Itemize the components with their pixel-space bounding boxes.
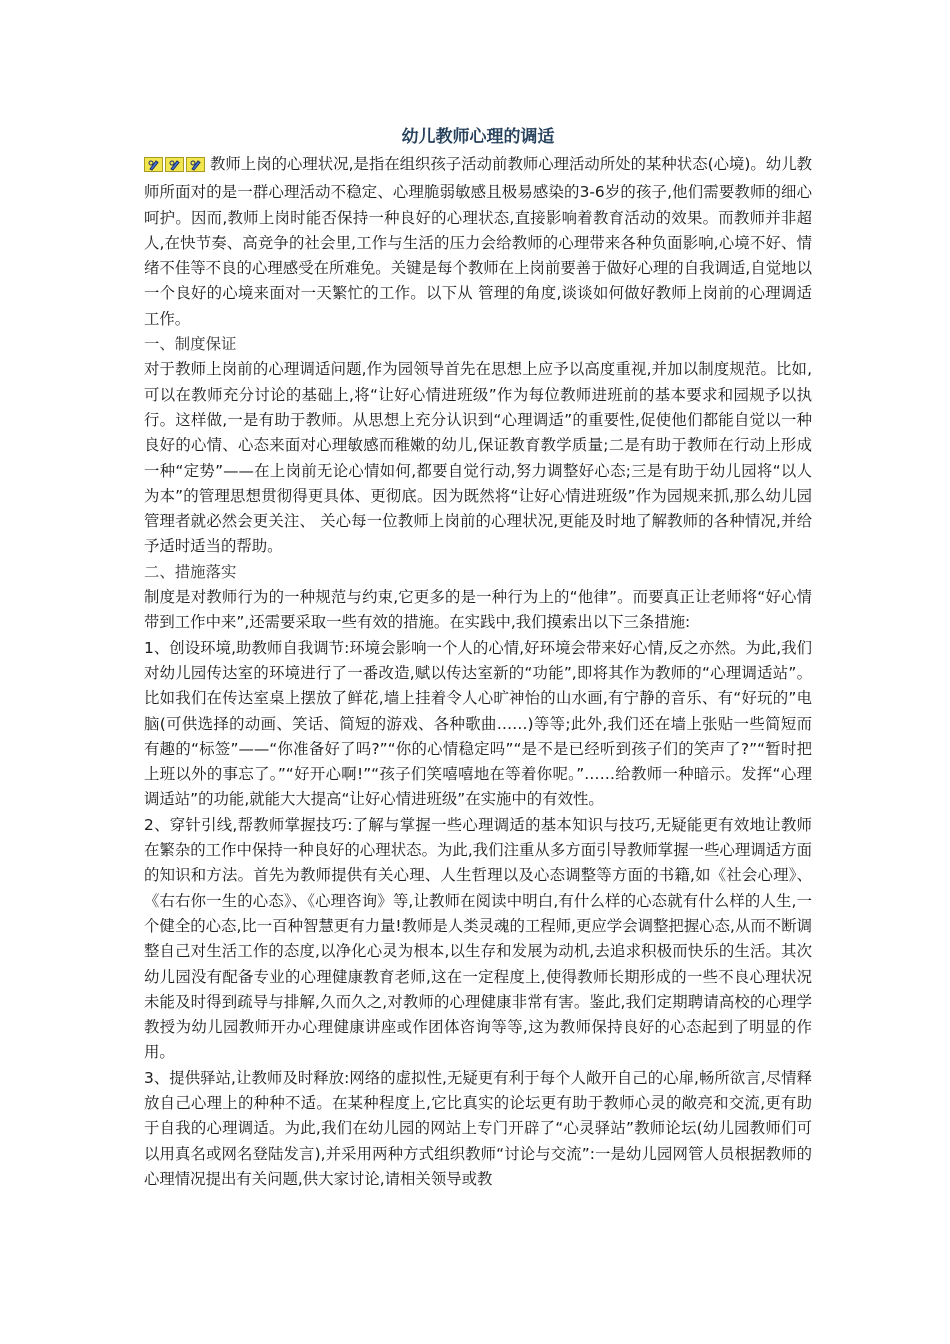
intro-paragraph — [144, 152, 812, 332]
intro-icons — [144, 155, 207, 180]
section-text-system: 对于教师上岗前的心理调适问题,作为园领导首先在思想上应予以高度重视,并加以制度规范。比如,可以在教师充分讨论的基础上,将“让好心情进班级”作为每位教师进班前的基本要求和园规予以执行。这样做,一是有助于教师。从思想上充分认识到“心理调适”的重要性,促使他们都能自觉以一种良好的心情、心态来面对心理敏感而稚嫩的幼儿,保证教育教学质量;二是有助于教师在行动上形成一种“定势”——在上岗前无论心情如何,都要自觉行动,努力调整好心态;三是有助于幼儿园将“以人为本”的管理思想贯彻得更具体、更彻底。因为既然将“让好心情进班级”作为园规来抓,那么幼儿园管理者就必然会更关注、 关心每一位教师上岗前的心理状况,更能及时地了解教师的各种情况,并给予适时适当的帮助。 — [144, 360, 812, 556]
document-page — [144, 122, 812, 1192]
section-text-measures: 制度是对教师行为的一种规范与约束,它更多的是一种行为上的“他律”。而要真正让老师将“好心情带到工作中来”,还需要采取一些有效的措施。在实践中,我们摸索出以下三条措施: — [144, 588, 812, 632]
section-heading-measures: 二、措施落实 — [144, 562, 237, 581]
measure-3-paragraph: 3、提供驿站,让教师及时释放:网络的虚拟性,无疑更有利于每个人敞开自己的心扉,畅所欲言,尽情释放自己心理上的种种不适。在某种程度上,它比真实的论坛更有助于教师心灵的敞亮和交流,更有助于自我的心理调适。为此,我们在幼儿园的网站上专门开辟了“心灵驿站”教师论坛(幼儿园教师们可以用真名或网名登陆发言),并采用两种方式组织教师“讨论与交流”:一是幼儿园网管人员根据教师的心理情况提出有关问题,供大家讨论,请相关领导或教 — [144, 1068, 812, 1188]
pencil-icon — [186, 157, 205, 172]
document-title: 幼儿教师心理的调适 — [401, 127, 555, 147]
intro-text: 教师上岗的心理状况,是指在组织孩子活动前教师心理活动所处的某种状态(心境)。幼儿教师所面对的是一群心理活动不稳定、心理脆弱敏感且极易感染的3-6岁的孩子,他们需要教师的细心呵护。因而,教师上岗时能否保持一种良好的心理状态,直接影响着教育活动的效果。而教师并非超人,在快节奏、高竞争的社会里,工作与生活的压力会给教师的心理带来各种负面影响,心境不好、情绪不佳等不良的心理感受在所难免。关键是每个教师在上岗前要善于做好心理的自我调适,自觉地以一个良好的心境来面对一天繁忙的工作。以下从 管理的角度,谈谈如何做好教师上岗前的心理调适工作。 — [144, 155, 812, 328]
section-heading-system: 一、制度保证 — [144, 335, 237, 354]
pencil-icon — [144, 157, 163, 172]
measure-1-paragraph: 1、创设环境,助教师自我调节:环境会影响一个人的心情,好环境会带来好心情,反之亦然。为此,我们对幼儿园传达室的环境进行了一番改造,赋以传达室新的“功能”,即将其作为教师的“心理调适站”。比如我们在传达室桌上摆放了鲜花,墙上挂着令人心旷神怡的山水画,有宁静的音乐、有“好玩的”电脑(可供选择的动画、笑话、简短的游戏、各种歌曲……)等等;此外,我们还在墙上张贴一些简短而有趣的“标签”——“你准备好了吗?”“你的心情稳定吗”“是不是已经听到孩子们的笑声了?”“暂时把上班以外的事忘了。”“好开心啊!”“孩子们笑嘻嘻地在等着你呢。”……给教师一种暗示。发挥“心理调适站”的功能,就能大大提高“让好心情进班级”在实施中的有效性。 — [144, 638, 812, 809]
measure-2-paragraph: 2、穿针引线,帮教师掌握技巧:了解与掌握一些心理调适的基本知识与技巧,无疑能更有效地让教师在繁杂的工作中保持一种良好的心理状态。为此,我们注重从多方面引导教师掌握一些心理调适方面的知识和方法。首先为教师提供有关心理、人生哲理以及心态调整等方面的书籍,如《社会心理》、《右右你一生的心态》、《心理咨询》等,让教师在阅读中明白,有什么样的心态就有什么样的人生,一个健全的心态,比一百种智慧更有力量!教师是人类灵魂的工程师,更应学会调整把握心态,从而不断调整自己对生活工作的态度,以净化心灵为根本,以生存和发展为动机,去追求积极而快乐的生活。其次幼儿园没有配备专业的心理健康教育老师,这在一定程度上,使得教师长期形成的一些不良心理状况未能及时得到疏导与排解,久而久之,对教师的心理健康非常有害。鉴此,我们定期聘请高校的心理学教授为幼儿园教师开办心理健康讲座或作团体咨询等等,这为教师保持良好的心态起到了明显的作用。 — [144, 815, 812, 1062]
pencil-icon — [165, 157, 184, 172]
